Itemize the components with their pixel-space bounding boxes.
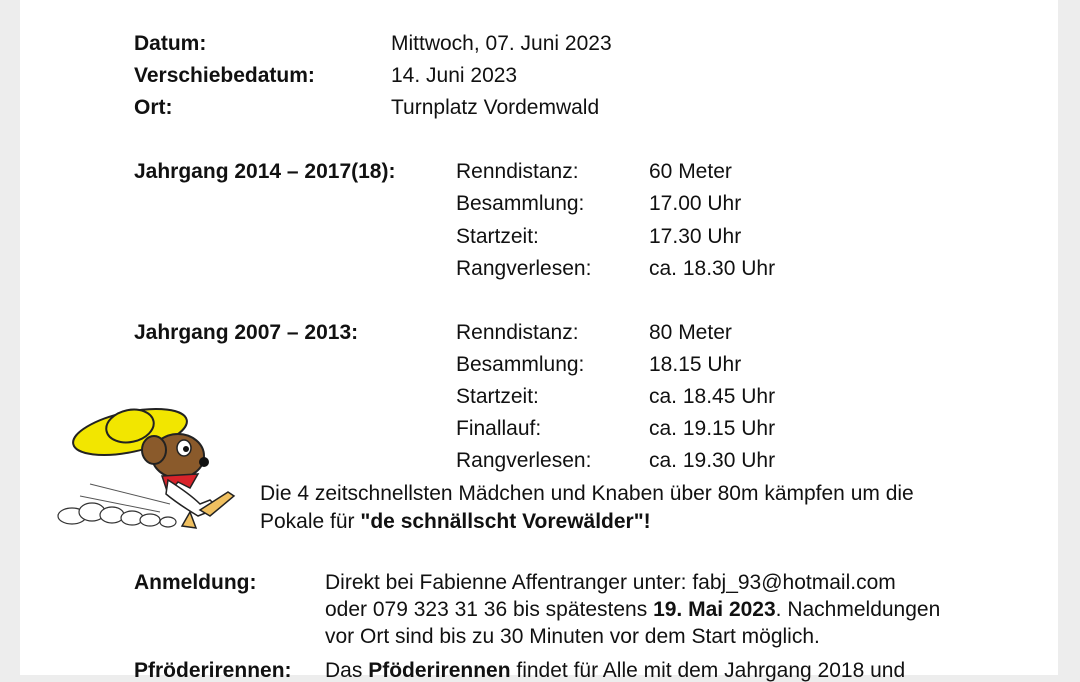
group1-row-label: Startzeit: (456, 225, 539, 248)
group2-row-value: ca. 19.15 Uhr (649, 417, 776, 440)
verschiebedatum-value: 14. Juni 2023 (391, 64, 518, 87)
group2-row-label: Renndistanz: (456, 321, 579, 344)
flyer-page (20, 0, 1058, 682)
speedy-gonzales-mascot-icon (50, 404, 240, 532)
group2-row-value: ca. 18.45 Uhr (649, 385, 776, 408)
anmeldung-deadline: 19. Mai 2023 (653, 598, 776, 621)
ort-label: Ort: (134, 96, 173, 119)
pokal-line2-bold: "de schnällscht Vorewälder"! (360, 510, 651, 533)
verschiebedatum-label: Verschiebedatum: (134, 64, 315, 87)
group1-row-label: Besammlung: (456, 192, 585, 215)
group2-row-label: Besammlung: (456, 353, 585, 376)
pokal-line2 (260, 511, 651, 532)
group2-title: Jahrgang 2007 – 2013: (134, 321, 359, 344)
group2-row-label: Finallauf: (456, 417, 542, 440)
group2-row-value: ca. 19.30 Uhr (649, 449, 776, 472)
group1-row-value: 17.30 Uhr (649, 225, 742, 248)
datum-value: Mittwoch, 07. Juni 2023 (391, 32, 612, 55)
ort-value: Turnplatz Vordemwald (391, 96, 600, 119)
anmeldung-line3: vor Ort sind bis zu 30 Minuten vor dem Start möglich. (325, 625, 820, 648)
datum-label: Datum: (134, 32, 207, 55)
pokal-line2-prefix: Pokale für (260, 510, 361, 533)
group2-row-label: Startzeit: (456, 385, 539, 408)
anmeldung-line2-prefix: oder 079 323 31 36 bis spätestens (325, 598, 654, 621)
group2-row-value: 18.15 Uhr (649, 353, 742, 376)
pfoederirennen-line1 (325, 660, 905, 681)
group2-row-value: 80 Meter (649, 321, 732, 344)
group2-row-label: Rangverlesen: (456, 449, 592, 472)
pfoederirennen-line1-suffix: findet für Alle mit dem Jahrgang 2018 und (510, 659, 906, 682)
pfoederirennen-line1-prefix: Das (325, 659, 369, 682)
group1-row-label: Renndistanz: (456, 160, 579, 183)
pfoederirennen-bold: Pföderirennen (368, 659, 511, 682)
pokal-line1: Die 4 zeitschnellsten Mädchen und Knaben über 80m kämpfen um die (260, 482, 914, 505)
pfoederirennen-label: Pfröderirennen: (134, 659, 292, 682)
anmeldung-line2-suffix: . Nachmeldungen (775, 598, 941, 621)
group1-row-value: ca. 18.30 Uhr (649, 257, 776, 280)
group1-row-label: Rangverlesen: (456, 257, 592, 280)
group1-row-value: 17.00 Uhr (649, 192, 742, 215)
group1-title: Jahrgang 2014 – 2017(18): (134, 160, 396, 183)
anmeldung-label: Anmeldung: (134, 571, 257, 594)
anmeldung-line1: Direkt bei Fabienne Affentranger unter: fabj_93@hotmail.com (325, 571, 896, 594)
group1-row-value: 60 Meter (649, 160, 732, 183)
anmeldung-line2 (325, 599, 940, 620)
